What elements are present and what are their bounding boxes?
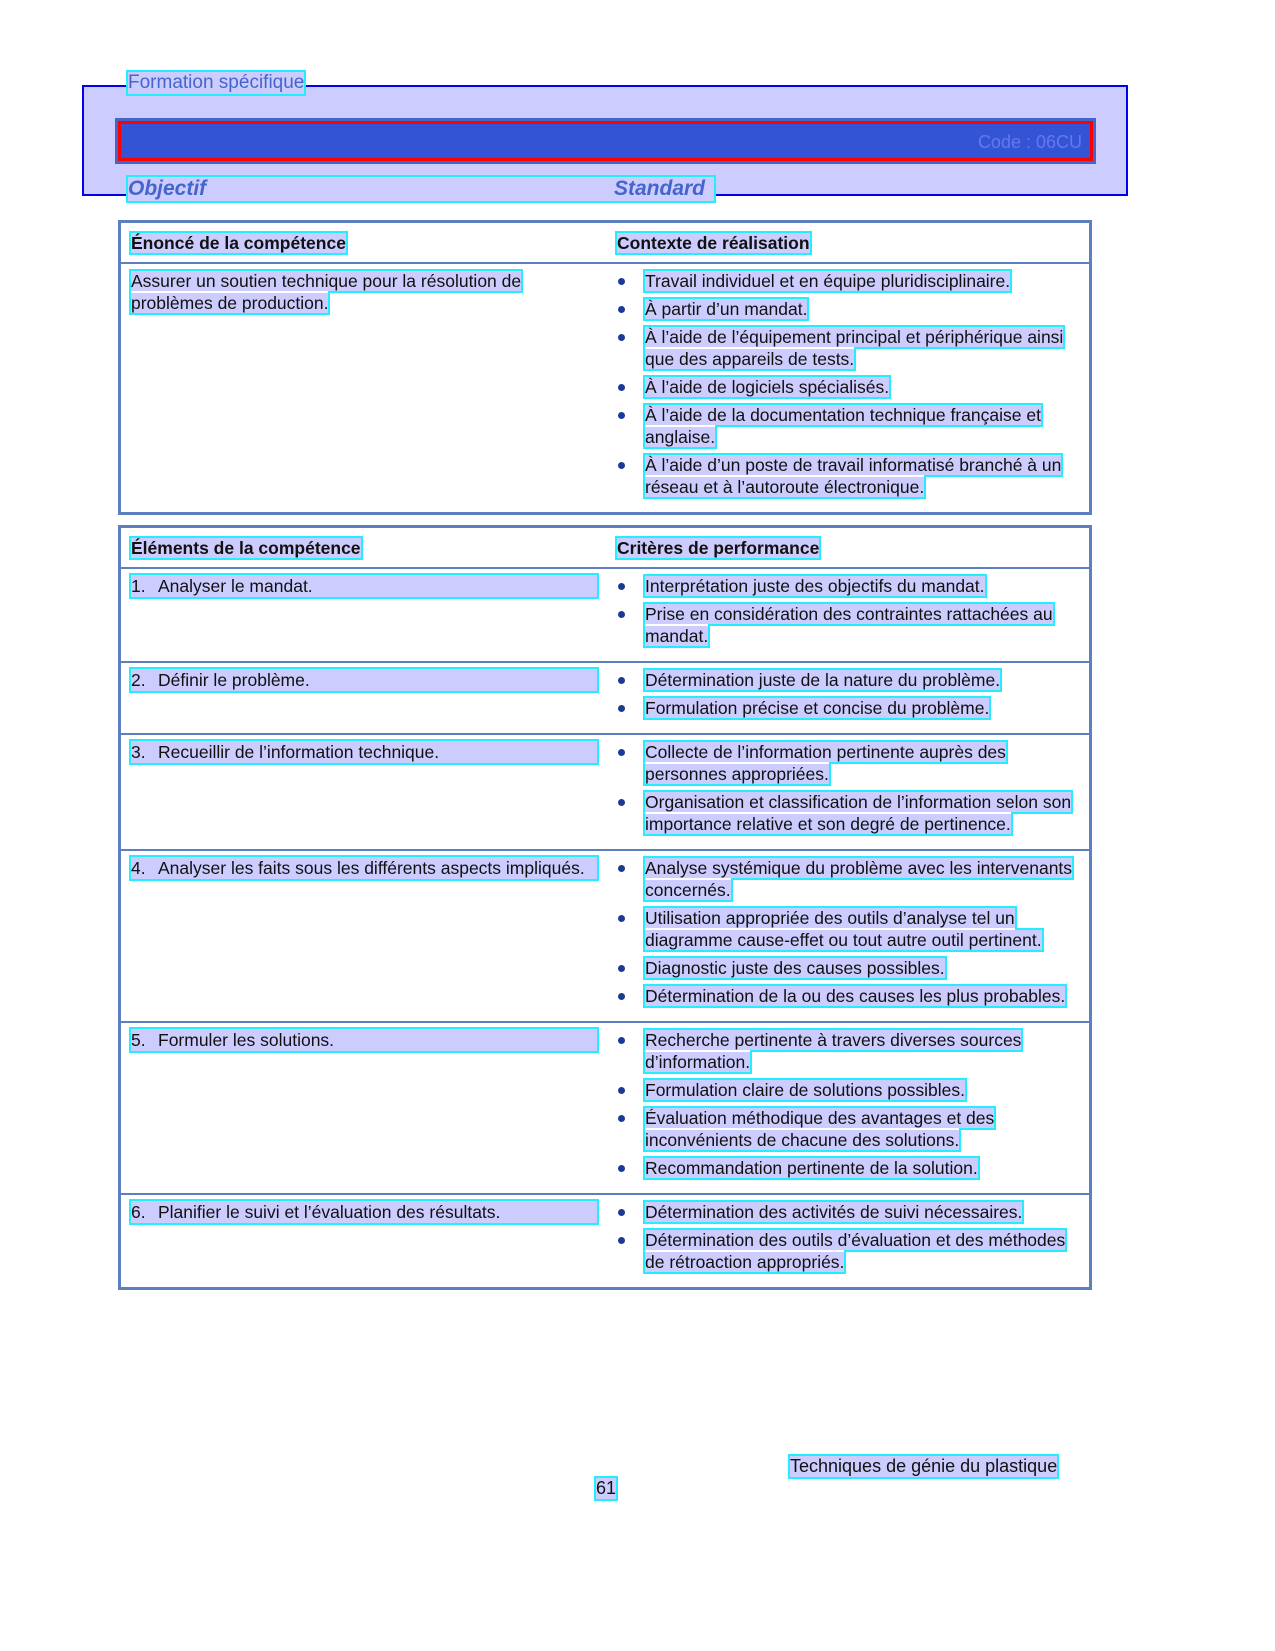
element-item [131, 669, 597, 691]
table-row [120, 850, 1091, 1022]
contexte-item [617, 376, 1079, 398]
contexte-item-text: À l’aide de l’équipement principal et périphérique ainsi que des appareils de tests. [645, 327, 1064, 369]
element-cell [120, 568, 608, 662]
table-row [120, 1194, 1091, 1289]
criteria-text: Recommandation pertinente de la solution. [645, 1158, 978, 1178]
criteria-text: Formulation claire de solutions possibles. [645, 1080, 966, 1100]
standard-label: Standard [614, 177, 706, 200]
footer-program: Techniques de génie du plastique [790, 1456, 1058, 1476]
col-elements-label: Éléments de la compétence [131, 538, 361, 558]
element-number: 3. [131, 742, 146, 762]
contexte-list [617, 270, 1079, 498]
criteria-item [617, 857, 1079, 901]
code-bar [118, 121, 1093, 161]
criteria-table [118, 525, 1092, 1290]
contexte-item-text: Travail individuel et en équipe pluridisciplinaire. [645, 271, 1011, 291]
criteria-text: Recherche pertinente à travers diverses sources d’information. [645, 1030, 1022, 1072]
competence-table [118, 220, 1092, 515]
criteria-item [617, 1157, 1079, 1179]
element-item [131, 1029, 597, 1051]
criteria-item [617, 1229, 1079, 1273]
contexte-item [617, 298, 1079, 320]
element-number: 5. [131, 1030, 146, 1050]
criteria-text: Utilisation appropriée des outils d’analyse tel un diagramme cause-effet ou tout autre outil pertinent. [645, 908, 1042, 950]
criteria-cell [607, 1194, 1091, 1289]
criteria-item [617, 1107, 1079, 1151]
element-item [131, 1201, 597, 1223]
section-title: Formation spécifique [128, 72, 305, 93]
element-item [131, 857, 597, 879]
contexte-item-text: À l’aide de la documentation technique française et anglaise. [645, 405, 1041, 447]
element-cell [120, 1194, 608, 1289]
contexte-item-text: À l’aide d’un poste de travail informatisé branché à un réseau et à l’autoroute électronique. [645, 455, 1062, 497]
element-text: Analyser les faits sous les différents aspects impliqués. [158, 858, 585, 878]
contexte-item [617, 454, 1079, 498]
criteria-text: Détermination juste de la nature du problème. [645, 670, 1001, 690]
contexte-item [617, 326, 1079, 370]
criteria-item [617, 741, 1079, 785]
table-row [120, 1022, 1091, 1194]
criteria-text: Organisation et classification de l’information selon son importance relative et son degré de pertinence. [645, 792, 1072, 834]
criteria-list [617, 1201, 1079, 1273]
element-cell [120, 734, 608, 850]
criteria-list [617, 741, 1079, 835]
element-item [131, 575, 597, 597]
element-number: 1. [131, 576, 146, 596]
criteria-item [617, 907, 1079, 951]
col-criteres-label: Critères de performance [617, 538, 820, 558]
criteria-text: Collecte de l’information pertinente auprès des personnes appropriées. [645, 742, 1006, 784]
element-item [131, 741, 597, 763]
criteria-list [617, 575, 1079, 647]
element-cell [120, 850, 608, 1022]
element-number: 6. [131, 1202, 146, 1222]
contexte-item-text: À l’aide de logiciels spécialisés. [645, 377, 890, 397]
element-number: 2. [131, 670, 146, 690]
criteria-text: Diagnostic juste des causes possibles. [645, 958, 945, 978]
criteria-cell [607, 734, 1091, 850]
contexte-item [617, 404, 1079, 448]
objectif-heading [128, 177, 714, 201]
criteria-cell [607, 1022, 1091, 1194]
element-text: Formuler les solutions. [158, 1030, 335, 1050]
element-text: Planifier le suivi et l’évaluation des résultats. [158, 1202, 501, 1222]
element-cell [120, 1022, 608, 1194]
criteria-item [617, 985, 1079, 1007]
criteria-text: Détermination de la ou des causes les plus probables. [645, 986, 1066, 1006]
page-number: 61 [596, 1478, 617, 1498]
contexte-item [617, 270, 1079, 292]
criteria-text: Interprétation juste des objectifs du mandat. [645, 576, 985, 596]
criteria-cell [607, 850, 1091, 1022]
element-text: Recueillir de l’information technique. [158, 742, 440, 762]
enonce-text: Assurer un soutien technique pour la résolution de problèmes de production. [131, 271, 522, 313]
criteria-text: Analyse systémique du problème avec les intervenants concernés. [645, 858, 1073, 900]
element-text: Définir le problème. [158, 670, 310, 690]
col-elements [120, 527, 608, 569]
criteria-cell [607, 662, 1091, 734]
col-criteres [607, 527, 1091, 569]
element-cell [120, 662, 608, 734]
criteria-item [617, 1201, 1079, 1223]
table-row [120, 662, 1091, 734]
criteria-cell [607, 568, 1091, 662]
contexte-item-text: À partir d’un mandat. [645, 299, 808, 319]
criteria-item [617, 697, 1079, 719]
criteria-item [617, 1079, 1079, 1101]
objectif-label: Objectif [128, 177, 207, 200]
criteria-text: Formulation précise et concise du problème. [645, 698, 990, 718]
enonce-cell [120, 263, 608, 514]
element-number: 4. [131, 858, 146, 878]
criteria-text: Détermination des activités de suivi nécessaires. [645, 1202, 1023, 1222]
col-enonce [120, 222, 608, 264]
criteria-item [617, 669, 1079, 691]
table-row [120, 568, 1091, 662]
contexte-cell [607, 263, 1091, 514]
col-contexte [607, 222, 1091, 264]
col-contexte-label: Contexte de réalisation [617, 233, 810, 253]
criteria-item [617, 1029, 1079, 1073]
criteria-item [617, 957, 1079, 979]
table-row [120, 734, 1091, 850]
criteria-list [617, 669, 1079, 719]
criteria-item [617, 575, 1079, 597]
criteria-list [617, 1029, 1079, 1179]
criteria-text: Évaluation méthodique des avantages et des inconvénients de chacune des solutions. [645, 1108, 995, 1150]
criteria-text: Détermination des outils d’évaluation et des méthodes de rétroaction appropriés. [645, 1230, 1066, 1272]
col-enonce-label: Énoncé de la compétence [131, 233, 346, 253]
criteria-text: Prise en considération des contraintes rattachées au mandat. [645, 604, 1053, 646]
criteria-list [617, 857, 1079, 1007]
criteria-item [617, 603, 1079, 647]
competency-code: Code : 06CU [977, 132, 1082, 152]
element-text: Analyser le mandat. [158, 576, 313, 596]
criteria-item [617, 791, 1079, 835]
